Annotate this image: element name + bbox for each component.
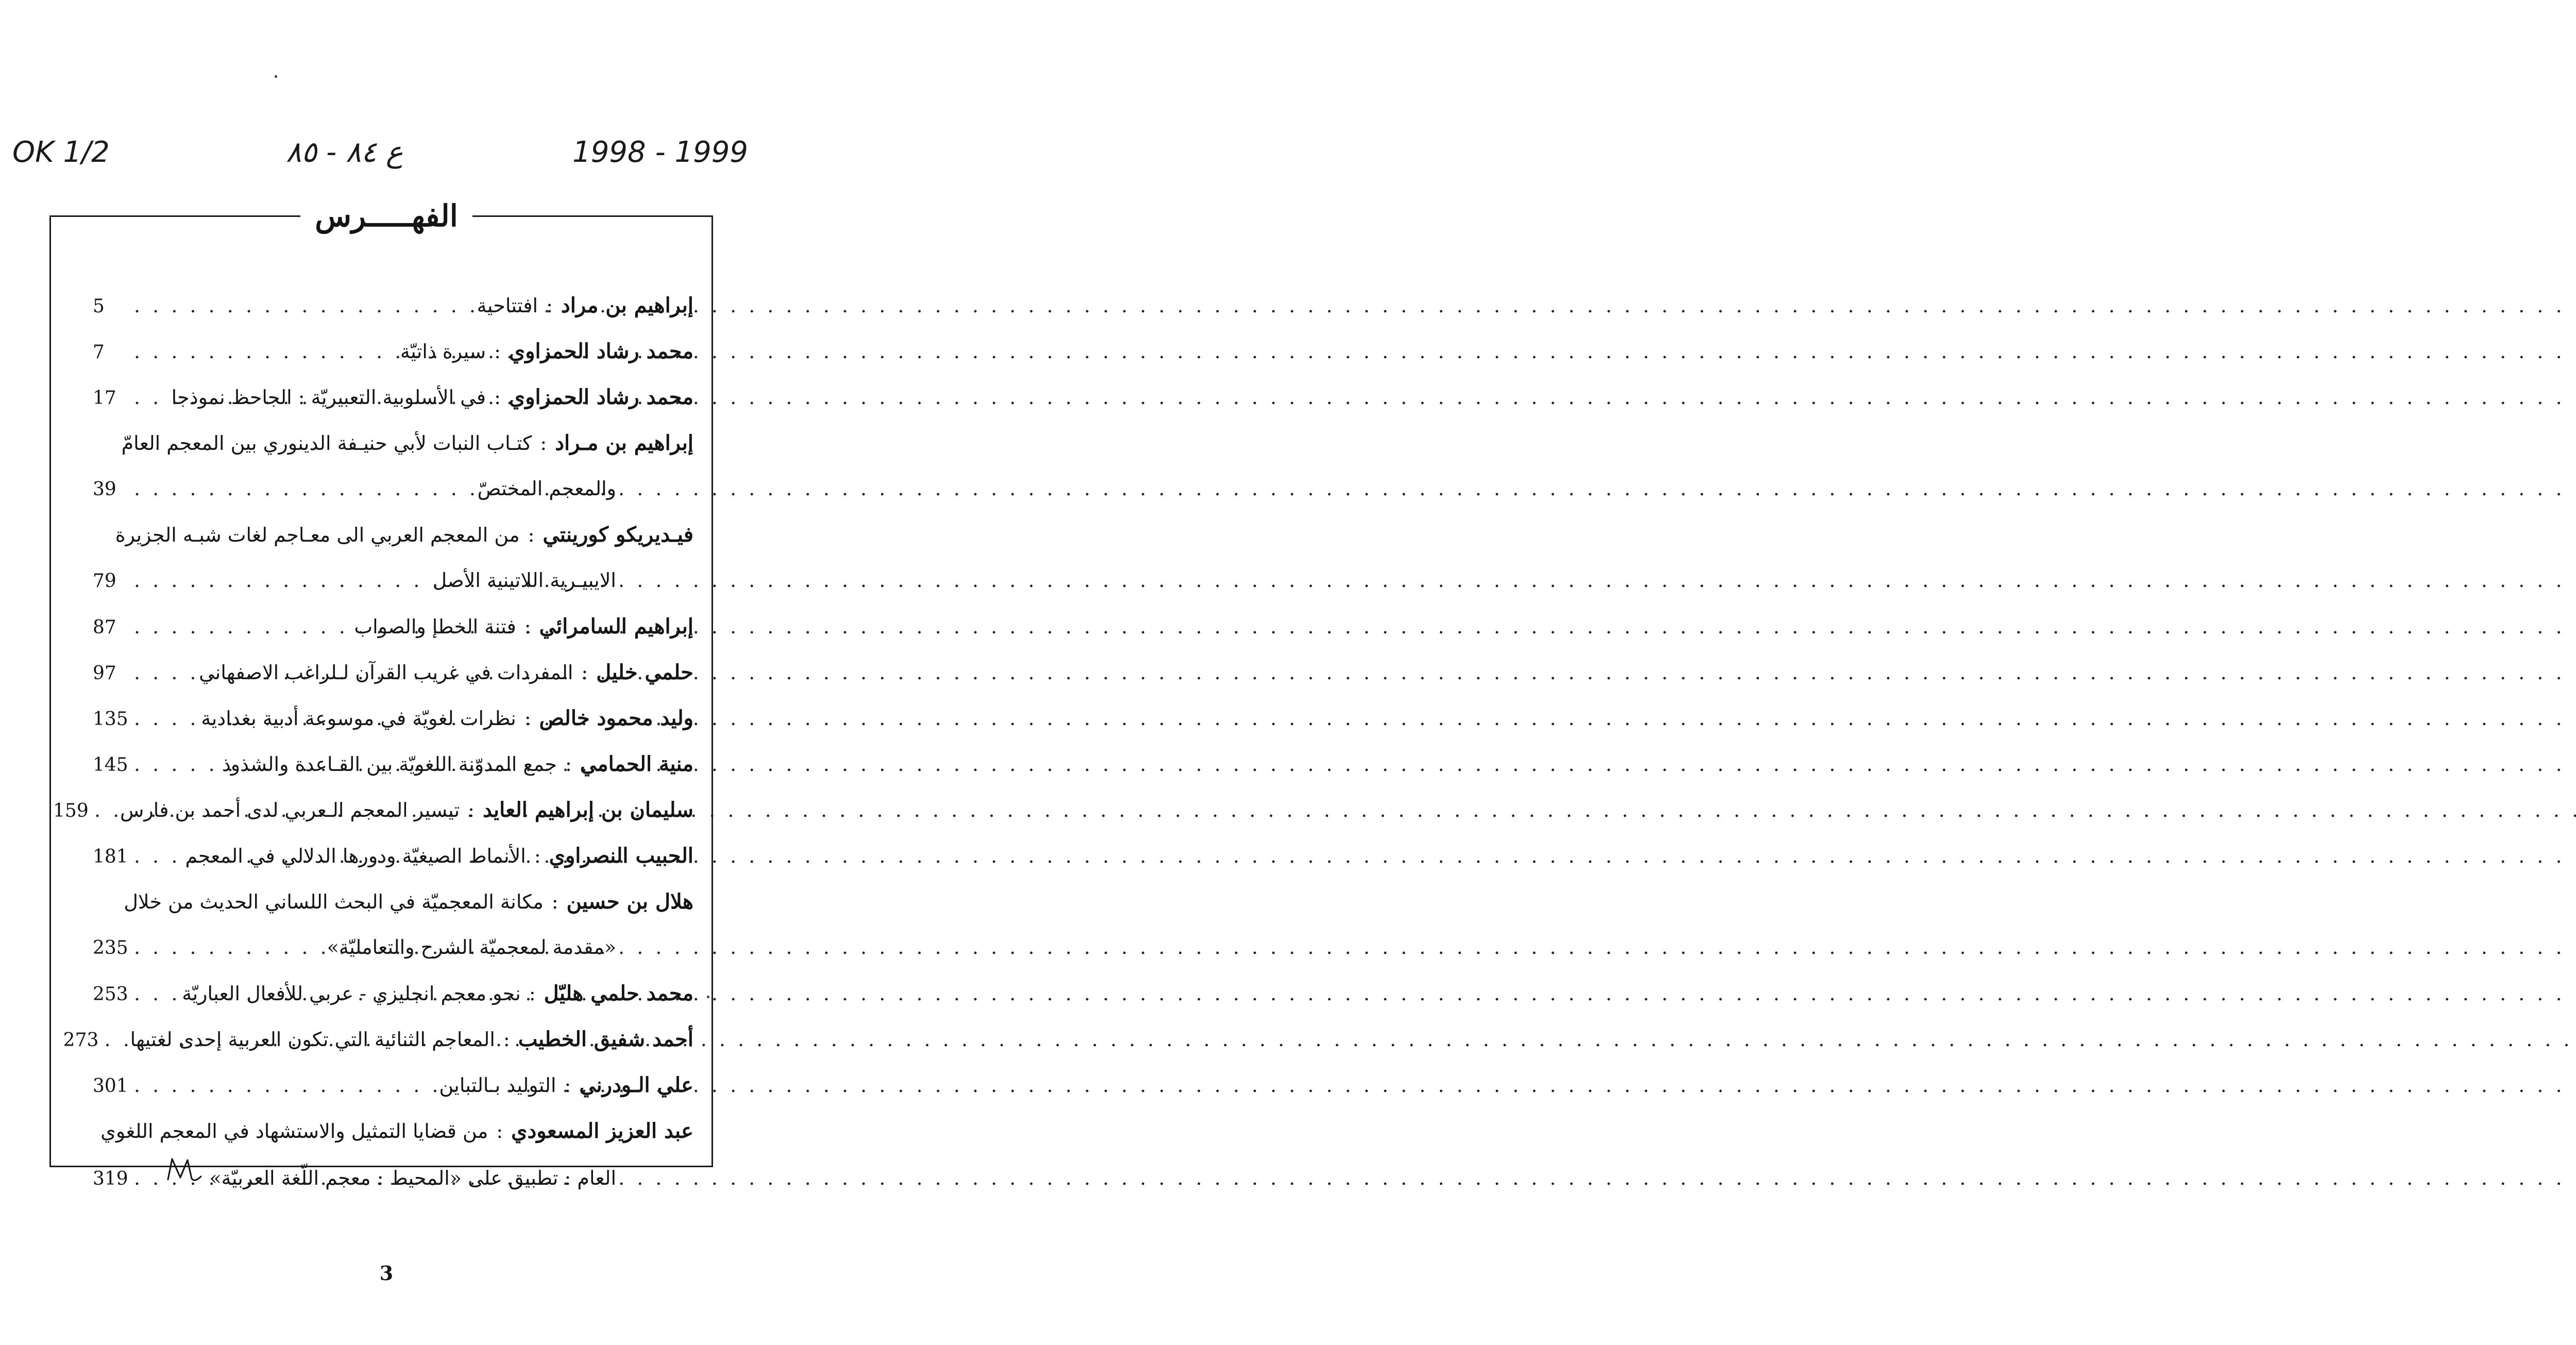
entry-colon: : — [546, 294, 553, 317]
entry-title: من المعجم العربي الى معـاجم لغات شبـه الجزيرة — [115, 524, 520, 546]
entry-author: محمد حلمي هليّل — [544, 981, 693, 1005]
entry-colon: : — [503, 1028, 510, 1051]
entry-title: جمع المدوّنة اللغويّة بين القـاعدة والشذوذ — [222, 753, 557, 776]
stray-mark — [275, 75, 277, 78]
stray-mark — [707, 996, 709, 998]
entry-page: 87 — [93, 617, 116, 638]
entry-author: حلمي خليل — [596, 660, 693, 684]
entry-page: 5 — [93, 296, 105, 317]
dot-leader — [134, 466, 472, 512]
toc-entry[interactable] — [93, 328, 693, 374]
entry-title: نظرات لغويّة في موسوعة أدبية بغدادية — [201, 707, 516, 730]
entry-page: 97 — [93, 663, 116, 684]
entry-author: محمد رشاد الحمزاوي — [509, 339, 693, 363]
entry-author: عبد العزيز المسعودي — [511, 1119, 693, 1143]
entry-colon: : — [581, 661, 588, 684]
entry-title: المفردات في غريب القرآن لـلراغب الاصفهاني — [199, 661, 573, 684]
dot-leader — [134, 329, 395, 375]
toc-entry[interactable] — [93, 420, 693, 512]
dot-leader — [134, 558, 428, 603]
entry-title-continued: العام : تطبيق على «المحيط : معجم اللّغة العربيّة» — [209, 1167, 616, 1189]
entry-author: إبراهيم بن مراد — [561, 293, 693, 317]
entry-page: 273 — [63, 1030, 99, 1051]
entry-colon: : — [565, 753, 572, 776]
entry-author: منية الحمامي — [580, 752, 693, 776]
dot-leader — [134, 604, 349, 650]
entry-title: التوليد بـالتباين — [439, 1074, 556, 1097]
entry-colon: : — [529, 982, 536, 1005]
dot-leader — [134, 696, 196, 742]
entry-title: في الأسلوبية التعبيريّة : الجاحظ نموذجا — [171, 386, 486, 409]
entry-author: الحبيب النصراوي — [549, 844, 693, 868]
dot-leader — [134, 1063, 434, 1108]
entry-page: 17 — [93, 388, 116, 409]
entry-title: افتتاحية — [477, 294, 538, 317]
entry-colon: : — [524, 615, 531, 638]
toc-entry[interactable] — [93, 374, 693, 420]
entry-colon: : — [494, 340, 501, 363]
entry-colon: : — [564, 1074, 571, 1097]
entry-colon: : — [534, 845, 541, 867]
toc-entry[interactable] — [93, 879, 693, 970]
dot-leader — [94, 787, 115, 833]
entry-page: 253 — [93, 984, 128, 1005]
toc-entry[interactable] — [93, 695, 693, 741]
toc-entry[interactable] — [93, 603, 693, 649]
entry-title: تيسير المعجم الـعربي لدى أحمد بن فارس — [120, 799, 460, 821]
toc-entry[interactable] — [93, 512, 693, 603]
entry-colon: : — [528, 524, 535, 546]
entry-title: فتنة الخطإ والصواب — [354, 615, 516, 638]
entry-author: علي الـودرني — [579, 1073, 693, 1097]
toc-entry[interactable] — [93, 741, 693, 787]
entry-page: 7 — [93, 342, 105, 363]
entry-author: فيـديريكو كورينتي — [543, 523, 693, 547]
entry-colon: : — [496, 1120, 503, 1142]
entry-title-continued: الايبيـرية اللاتينية الأصل — [432, 569, 616, 592]
entry-title: سيرة ذاتيّة — [400, 340, 486, 363]
entry-page: 159 — [53, 800, 89, 821]
entry-colon: : — [524, 707, 531, 730]
entry-page: 301 — [93, 1075, 128, 1097]
entry-title: المعاجم الثنائية التي تكون العربية إحدى لغتيها — [130, 1028, 495, 1051]
entry-page: 145 — [93, 754, 128, 776]
entry-title: مكانة المعجميّة في البحث اللساني الحديث من خلال — [124, 890, 544, 913]
entry-page: 319 — [93, 1168, 128, 1189]
toc-entry[interactable] — [63, 1016, 693, 1062]
toc-entry[interactable] — [53, 787, 693, 833]
entry-author: هلال بن حسين — [566, 889, 693, 914]
table-of-contents — [53, 282, 693, 1200]
toc-entry[interactable] — [93, 833, 693, 879]
handwritten-note-middle: ع ٨٤ - ٨٥ — [286, 136, 403, 169]
entry-page: 181 — [93, 846, 128, 867]
handwritten-note-left: OK 1/2 — [12, 136, 110, 169]
dot-leader — [134, 833, 180, 879]
toc-entry[interactable] — [93, 282, 693, 328]
entry-title: نحو معجم انجليزي - عربي للأفعال العباريّة — [182, 982, 521, 1005]
entry-author: أحمد شفيق الخطيب — [518, 1027, 693, 1051]
entry-title-continued: والمعجم المختصّ — [477, 477, 616, 500]
dot-leader — [134, 650, 194, 696]
entry-page: 135 — [93, 709, 128, 730]
toc-entry[interactable] — [93, 649, 693, 695]
entry-colon: : — [551, 890, 558, 913]
entry-page: 39 — [93, 479, 116, 500]
dot-leader — [134, 924, 322, 970]
entry-page: 79 — [93, 570, 116, 592]
entry-colon: : — [494, 386, 501, 409]
entry-colon: : — [468, 799, 474, 821]
entry-author: محمد رشاد الحمزاوي — [509, 385, 693, 409]
dot-leader — [134, 971, 177, 1017]
entry-author: إبراهيم السامرائي — [539, 614, 693, 638]
entry-author: وليد محمود خالص — [539, 706, 693, 730]
toc-entry[interactable] — [93, 1108, 693, 1200]
dot-leader — [134, 742, 217, 787]
entry-author: إبراهيم بن مـراد — [555, 431, 693, 455]
handwritten-note-right: 1998 - 1999 — [572, 136, 748, 169]
dot-leader — [134, 1155, 157, 1201]
contents-heading: الفهـــــرس — [300, 193, 472, 239]
dot-leader — [105, 1017, 125, 1063]
entry-author: سليمان بن إبراهيم العايد — [482, 798, 693, 822]
entry-colon: : — [540, 432, 547, 455]
entry-title: كتـاب النبات لأبي حنيـفة الدينوري بين المعجم العامّ — [121, 432, 532, 455]
page-number: 3 — [379, 1262, 394, 1285]
toc-entry[interactable] — [93, 1062, 693, 1108]
toc-entry[interactable] — [93, 970, 693, 1016]
entry-title: من قضايا التمثيل والاستشهاد في المعجم اللغوي — [100, 1120, 488, 1142]
entry-title: الأنماط الصيغيّة ودورها الدلالي في المعجم — [185, 845, 526, 867]
dot-leader — [134, 283, 472, 329]
entry-page: 235 — [93, 937, 128, 959]
dot-leader — [134, 375, 166, 421]
entry-title-continued: «مقدمة لمعجميّة الشرح والتعامليّة» — [327, 936, 616, 959]
